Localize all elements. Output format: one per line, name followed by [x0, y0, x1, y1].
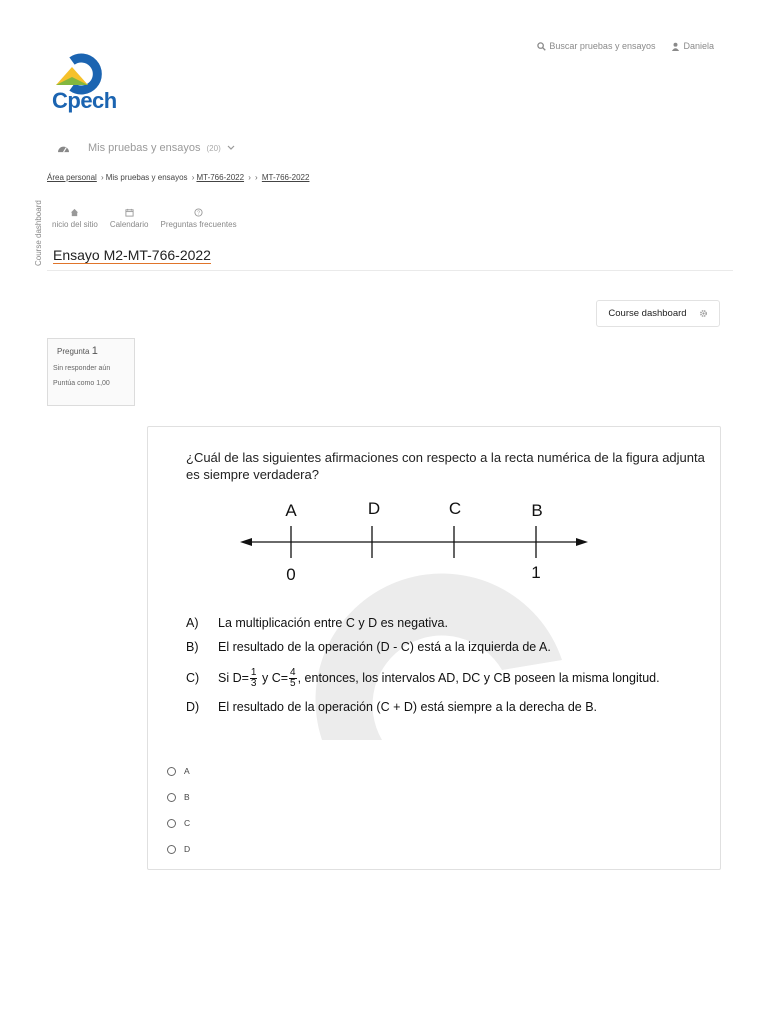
- fraction-d-den: 3: [250, 678, 257, 689]
- answer-radio-b[interactable]: [167, 784, 190, 810]
- question-status: Sin responder aún: [53, 365, 111, 372]
- user-name: Daniela: [683, 41, 714, 51]
- answer-label-a: A: [184, 766, 190, 776]
- answer-label-c: C: [184, 818, 191, 828]
- question-info: [47, 338, 135, 406]
- subnav-home[interactable]: [52, 208, 98, 229]
- option-d-text: El resultado de la operación (C + D) está siempre a la derecha de B.: [218, 700, 598, 714]
- calendar-icon: [125, 208, 134, 217]
- fraction-c-num: 4: [290, 667, 296, 678]
- user-icon: [671, 42, 680, 51]
- fraction-d-num: 1: [250, 667, 257, 678]
- answer-choices: [167, 758, 190, 862]
- course-dashboard-label: Course dashboard: [608, 308, 687, 319]
- subnav-faq[interactable]: [161, 208, 237, 229]
- top-nav: [537, 41, 714, 51]
- fraction-d: [250, 668, 258, 689]
- user-menu[interactable]: [671, 41, 714, 51]
- option-c-text: [218, 668, 660, 689]
- option-c-mid: y C=: [261, 670, 289, 685]
- radio-circle[interactable]: [167, 767, 176, 776]
- course-dashboard-side-tab[interactable]: Course dashboard: [34, 200, 43, 266]
- point-label-a: A: [285, 501, 297, 520]
- answer-radio-c[interactable]: [167, 810, 190, 836]
- subnav-home-label: nicio del sitio: [52, 220, 98, 229]
- answer-radio-d[interactable]: [167, 836, 190, 862]
- point-label-b: B: [531, 501, 543, 520]
- breadcrumb: Área personal › Mis pruebas y ensayos › MT-766-2022 › › MT-766-2022: [47, 173, 310, 182]
- option-a-text: La multiplicación entre C y D es negativa.: [218, 616, 448, 630]
- radio-circle[interactable]: [167, 819, 176, 828]
- tick-label-0: 0: [286, 565, 296, 584]
- secondary-nav: [52, 208, 237, 229]
- subnav-calendar-label: Calendario: [109, 220, 149, 229]
- brand-name: Cpech: [52, 88, 117, 113]
- subnav-calendar[interactable]: [110, 208, 149, 229]
- option-a-letter: A): [186, 616, 199, 630]
- divider: [47, 270, 733, 271]
- breadcrumb-home[interactable]: Área personal: [47, 173, 97, 182]
- radio-circle[interactable]: [167, 793, 176, 802]
- breadcrumb-section[interactable]: Mis pruebas y ensayos: [105, 173, 188, 182]
- option-b-text: El resultado de la operación (D - C) está a la izquierda de A.: [218, 640, 551, 654]
- option-d-letter: D): [186, 700, 200, 714]
- tick-label-1: 1: [531, 563, 541, 582]
- search-link[interactable]: [537, 41, 655, 51]
- mis-pruebas-label: Mis pruebas y ensayos: [88, 142, 201, 154]
- number-line: [236, 496, 596, 592]
- answer-radio-a[interactable]: [167, 758, 190, 784]
- answer-label-b: B: [184, 792, 190, 802]
- question-text: ¿Cuál de las siguientes afirmaciones con respecto a la recta numérica de la figura adjunta es siempre verdadera?: [186, 450, 705, 482]
- option-c-post: , entonces, los intervalos AD, DC y CB poseen la misma longitud.: [297, 670, 660, 685]
- point-label-d: D: [367, 499, 381, 518]
- question-score: Puntúa como 1,00: [53, 380, 110, 387]
- course-dashboard-button[interactable]: [596, 300, 720, 327]
- radio-circle[interactable]: [167, 845, 176, 854]
- svg-text:?: ?: [197, 210, 201, 217]
- mis-pruebas-count: (20): [206, 143, 221, 153]
- home-icon: [70, 208, 79, 217]
- fraction-c-den: 5: [290, 678, 296, 689]
- option-c-pre: Si D=: [218, 670, 249, 685]
- answer-label-d: D: [184, 844, 191, 854]
- subnav-faq-label: Preguntas frecuentes: [160, 220, 237, 229]
- page-title-text: Ensayo M2-MT-766-2022: [53, 247, 211, 263]
- page-title: [53, 247, 211, 263]
- option-b-letter: B): [186, 640, 199, 654]
- search-label: Buscar pruebas y ensayos: [549, 41, 656, 51]
- dashboard-icon: [57, 143, 70, 154]
- gear-icon: [699, 309, 708, 318]
- question-circle-icon: [194, 208, 203, 217]
- breadcrumb-quiz[interactable]: MT-766-2022: [261, 173, 310, 182]
- question-number: 1: [91, 345, 98, 357]
- search-icon: [537, 42, 546, 51]
- question-label: Pregunta: [57, 347, 90, 356]
- point-label-c: C: [448, 499, 462, 518]
- breadcrumb-course[interactable]: MT-766-2022: [196, 173, 245, 182]
- chevron-down-icon: [227, 145, 235, 151]
- fraction-c: [289, 668, 297, 689]
- mis-pruebas-menu[interactable]: [57, 142, 235, 154]
- option-c-letter: C): [186, 671, 200, 685]
